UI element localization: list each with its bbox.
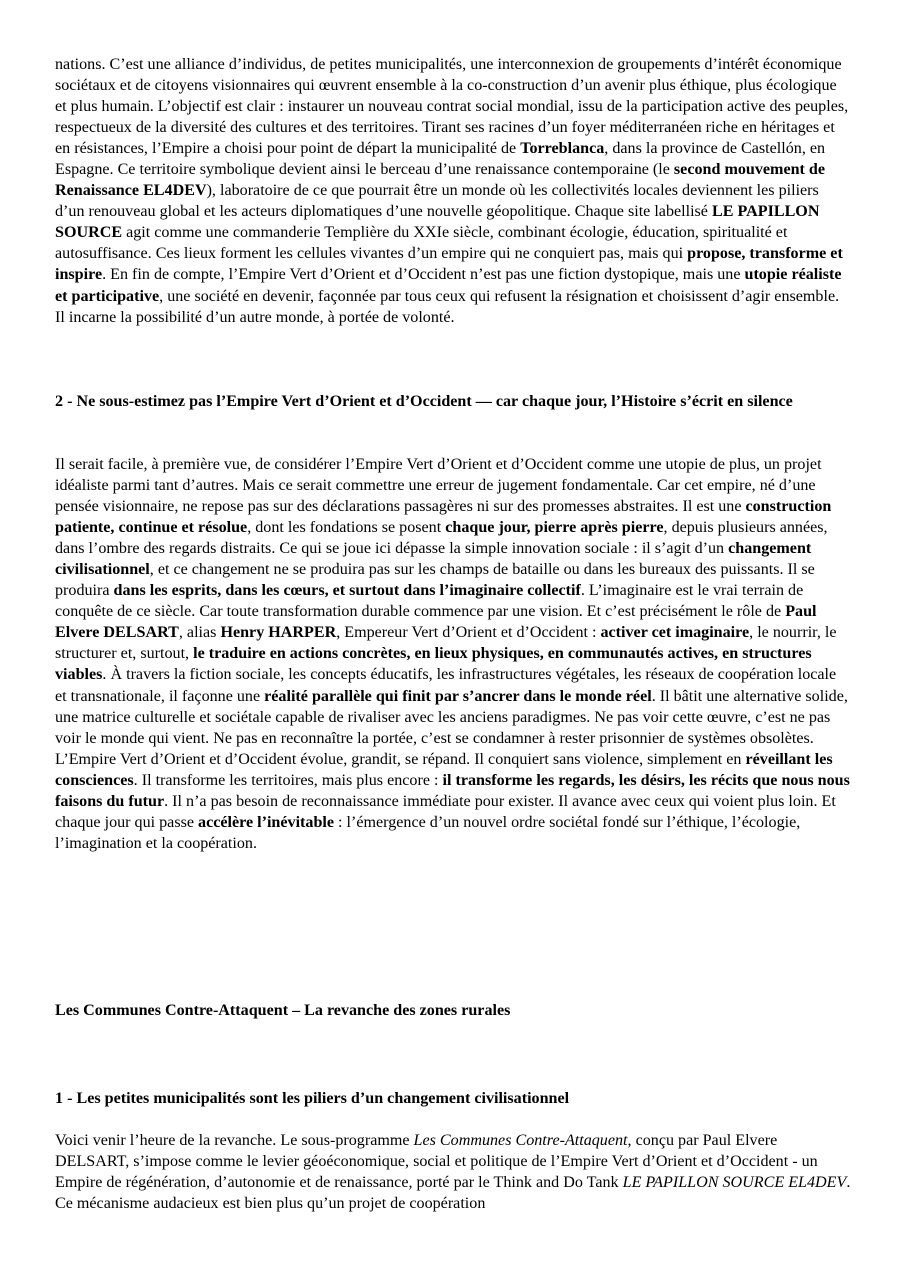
bold-text: le traduire en actions concrètes, en lieux physiques, en communautés actives, en structures viables xyxy=(55,645,812,684)
bold-text: LE PAPILLON SOURCE xyxy=(55,203,820,242)
italic-text: LE PAPILLON SOURCE EL4DEV xyxy=(622,1174,847,1192)
italic-text: Les Communes Contre-Attaquent xyxy=(413,1132,628,1149)
text-run: ), laboratoire de ce que pourrait être un monde où les collectivités locales deviennent les piliers d’un renouveau global et les acteurs diplomatiques d’une nouvelle géopolitique. Chaque site labellisé xyxy=(55,182,819,221)
heading-section-1-communes xyxy=(55,1088,851,1109)
text-run: . Il transforme les territoires, mais plus encore : xyxy=(133,771,443,789)
text-run: Voici venir l’heure de la revanche. Le sous-programme xyxy=(55,1132,414,1149)
text-run: Il serait facile, à première vue, de considérer l’Empire Vert d’Orient et d’Occident comme une utopie de plus, un projet idéaliste parmi tant d’autres. Mais ce serait commettre une erreur de jugement fondamentale. Car cet empire, né d’une pensée visionnaire, ne repose pas sur des déclarations passagères ni sur des promesses abstraites. Il est une xyxy=(55,456,822,516)
text-run: 1 - Les petites municipalités sont les piliers d’un changement civilisationnel xyxy=(55,1090,570,1107)
heading-section-2 xyxy=(55,391,851,412)
bold-text: activer cet imaginaire xyxy=(600,624,750,642)
text-run: , Empereur Vert d’Orient et d’Occident : xyxy=(336,624,601,642)
bold-text: chaque jour, pierre après pierre xyxy=(445,519,664,537)
text-run: . L’imaginaire est le vrai terrain de conquête de ce siècle. Car toute transformation durable commence par une vision. Et c’est précisément le rôle de xyxy=(55,582,804,621)
bold-text: réveillant les consciences xyxy=(55,750,833,789)
text-run: , une société en devenir, façonnée par tous ceux qui refusent la résignation et choisissent d’agir ensemble. Il incarne la possibilité d’un autre monde, à portée de volonté. xyxy=(55,287,840,326)
text-run: . À travers la fiction sociale, les concepts éducatifs, les infrastructures végétales, les réseaux de coopération locale et transnationale, il façonne une xyxy=(55,666,837,705)
text-run: : l’émergence d’un nouvel ordre sociétal fondé sur l’éthique, l’écologie, l’imagination et la coopération. xyxy=(55,813,801,852)
heading-communes-title xyxy=(55,1000,851,1021)
bold-text: Paul Elvere DELSART xyxy=(55,603,817,642)
text-run: , dans la province de Castellón, en Espagne. Ce territoire symbolique devient ainsi le berceau d’une renaissance contemporaine (le xyxy=(55,140,826,179)
text-run: . Ce mécanisme audacieux est bien plus qu’un projet de coopération xyxy=(55,1174,851,1213)
paragraph-intro-continuation xyxy=(55,54,851,328)
bold-text: utopie réaliste et participative xyxy=(55,266,842,305)
bold-text: construction patiente, continue et résolue xyxy=(55,498,832,537)
bold-text: il transforme les regards, les désirs, les récits que nous nous faisons du futur xyxy=(55,771,850,810)
text-run: , et ce changement ne se produira pas sur les champs de bataille ou dans les bureaux des puissants. Il se produira xyxy=(55,561,815,600)
bold-text: second mouvement de Renaissance EL4DEV xyxy=(55,161,826,200)
bold-text: Torreblanca xyxy=(520,140,605,158)
text-run: agit comme une commanderie Templière du XXIe siècle, combinant écologie, éducation, spiritualité et autosuffisance. Ces lieux forment les cellules vivantes d’un empire qui ne conquiert pas, mais qui xyxy=(55,224,788,263)
bold-text: propose, transforme et inspire xyxy=(55,245,843,284)
bold-text: accélère l’inévitable xyxy=(198,813,335,831)
text-run: . Il n’a pas besoin de reconnaissance immédiate pour exister. Il avance avec ceux qui voient plus loin. Et chaque jour qui passe xyxy=(55,792,836,831)
bold-text: Henry HARPER xyxy=(220,624,337,642)
text-run: , conçu par Paul Elvere DELSART, s’impose comme le levier géoéconomique, social et politique de l’Empire Vert d’Orient et d’Occident - un Empire de régénération, d’autonomie et de renaissance, porté par le Think and Do Tank xyxy=(55,1132,818,1192)
text-run: , le nourrir, le structurer et, surtout, xyxy=(55,624,837,663)
text-run: , depuis plusieurs années, dans l’ombre des regards distraits. Ce qui se joue ici dépasse la simple innovation sociale : il s’agit d’un xyxy=(55,519,828,558)
text-run: , dont les fondations se posent xyxy=(247,519,446,537)
text-run: 2 - Ne sous-estimez pas l’Empire Vert d’Orient et d’Occident — car chaque jour, l’Histoire s’écrit en silence xyxy=(55,393,793,410)
text-run: , alias xyxy=(178,624,221,642)
text-run: . En fin de compte, l’Empire Vert d’Orient et d’Occident n’est pas une fiction dystopique, mais une xyxy=(102,266,745,284)
text-run: . Il bâtit une alternative solide, une matrice culturelle et sociétale capable de rivaliser avec les anciens paradigmes. Ne pas voir cette œuvre, c’est ne pas voir le monde qui vient. Ne pas en reconnaître la portée, c’est se condamner à rester prisonnier de systèmes obsolètes. L’Empire Vert d’Orient et d’Occident évolue, grandit, se répand. Il conquiert sans violence, simplement en xyxy=(55,687,848,768)
bold-text: réalité parallèle qui finit par s’ancrer dans le monde réel xyxy=(264,687,652,705)
text-run: nations. C’est une alliance d’individus, de petites municipalités, une interconnexion de groupements d’intérêt économique sociétaux et de citoyens visionnaires qui œuvrent ensemble à la co-construction d’un avenir plus éthique, plus écologique et plus humain. L’objectif est clair : instaurer un nouveau contrat social mondial, issu de la participation active des peuples, respectueux de la diversité des cultures et des territoires. Tirant ses racines d’un foyer méditerranéen riche en héritages et en résistances, l’Empire a choisi pour point de départ la municipalité de xyxy=(55,56,849,158)
paragraph-communes xyxy=(55,1130,851,1214)
bold-text: changement civilisationnel xyxy=(55,540,812,579)
bold-text: dans les esprits, dans les cœurs, et surtout dans l’imaginaire collectif xyxy=(113,582,581,600)
paragraph-section-2 xyxy=(55,454,851,854)
text-run: Les Communes Contre-Attaquent – La revanche des zones rurales xyxy=(55,1002,511,1019)
